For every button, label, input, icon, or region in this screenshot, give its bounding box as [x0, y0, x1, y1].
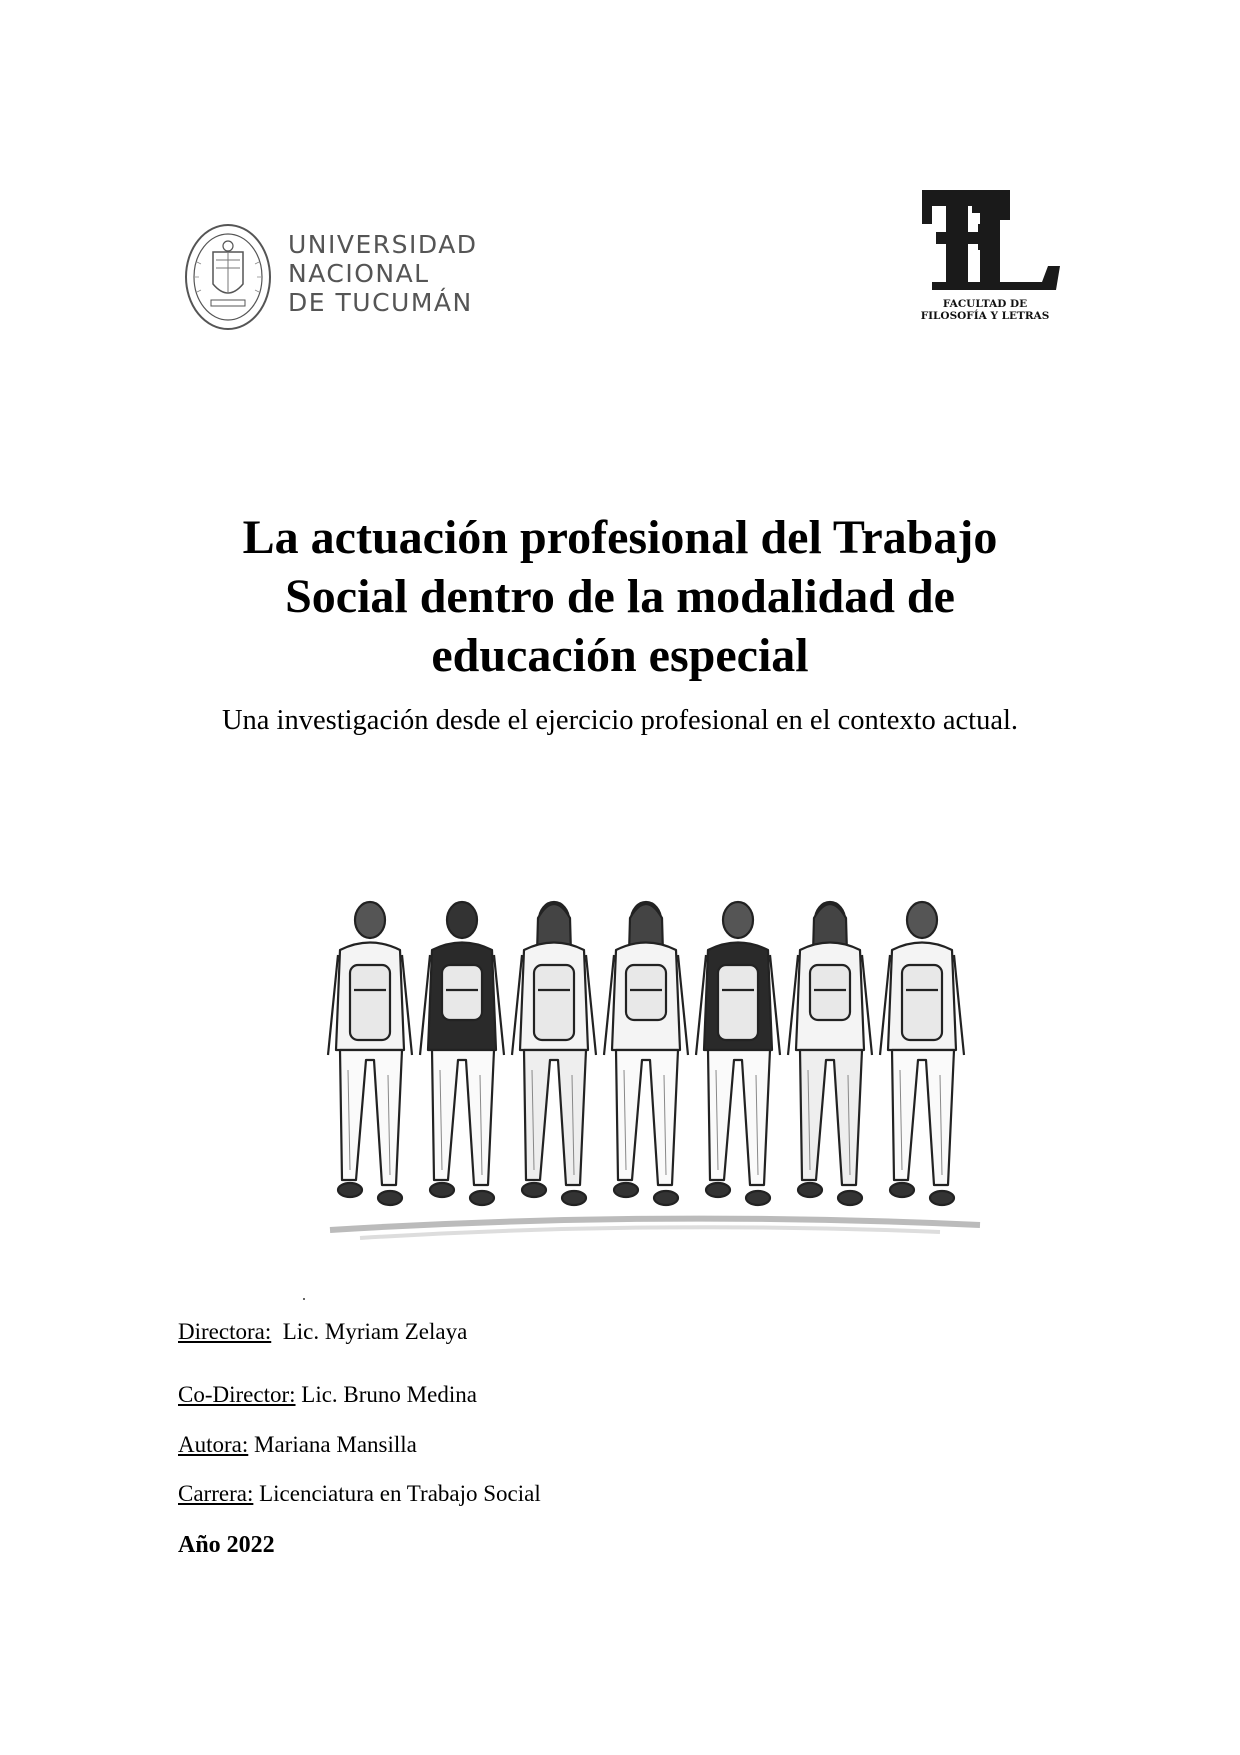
unt-wordmark-line: UNIVERSIDAD [288, 230, 478, 259]
student-figure [604, 902, 688, 1205]
document-subtitle: Una investigación desde el ejercicio profesional en el contexto actual. [221, 705, 1019, 736]
student-figure [512, 902, 596, 1205]
credit-value: Lic. Myriam Zelaya [282, 1319, 468, 1344]
credit-carrera [178, 1480, 541, 1508]
document-year: Año 2022 [178, 1532, 275, 1558]
ffyl-caption [918, 298, 1052, 322]
student-figure [696, 902, 780, 1205]
unt-wordmark-line: NACIONAL [288, 259, 430, 288]
student-figure [788, 902, 872, 1205]
ffyl-caption-line: FACULTAD DE [942, 298, 1028, 310]
title-line: La actuación profesional del Trabajo [242, 511, 998, 564]
unt-wordmark-line: DE TUCUMÁN [288, 288, 473, 317]
ffyl-caption-line: FILOSOFÍA Y LETRAS [920, 310, 1050, 322]
document-title [120, 508, 1120, 685]
students-walking-illustration [300, 880, 1000, 1250]
credit-value: Licenciatura en Trabajo Social [259, 1481, 541, 1506]
credit-label: Co-Director: [178, 1382, 296, 1407]
ffyl-logo [918, 186, 1068, 331]
credit-value: Lic. Bruno Medina [301, 1382, 477, 1407]
title-line: educación especial [431, 629, 809, 682]
student-figure [420, 902, 504, 1205]
credit-label: Autora: [178, 1432, 249, 1457]
credit-autora [178, 1431, 417, 1459]
unt-seal-logo [183, 222, 273, 332]
credit-label: Carrera: [178, 1481, 254, 1506]
credit-codirector [178, 1381, 477, 1409]
unt-wordmark [288, 230, 518, 317]
credit-directora [178, 1318, 467, 1346]
credit-value: Mariana Mansilla [254, 1432, 417, 1457]
credit-label: Directora: [178, 1319, 272, 1344]
student-figure [328, 902, 412, 1205]
student-figure [880, 902, 964, 1205]
stray-mark [303, 1298, 305, 1300]
ffyl-monogram-logo [918, 186, 1068, 298]
title-line: Social dentro de la modalidad de [285, 570, 955, 623]
